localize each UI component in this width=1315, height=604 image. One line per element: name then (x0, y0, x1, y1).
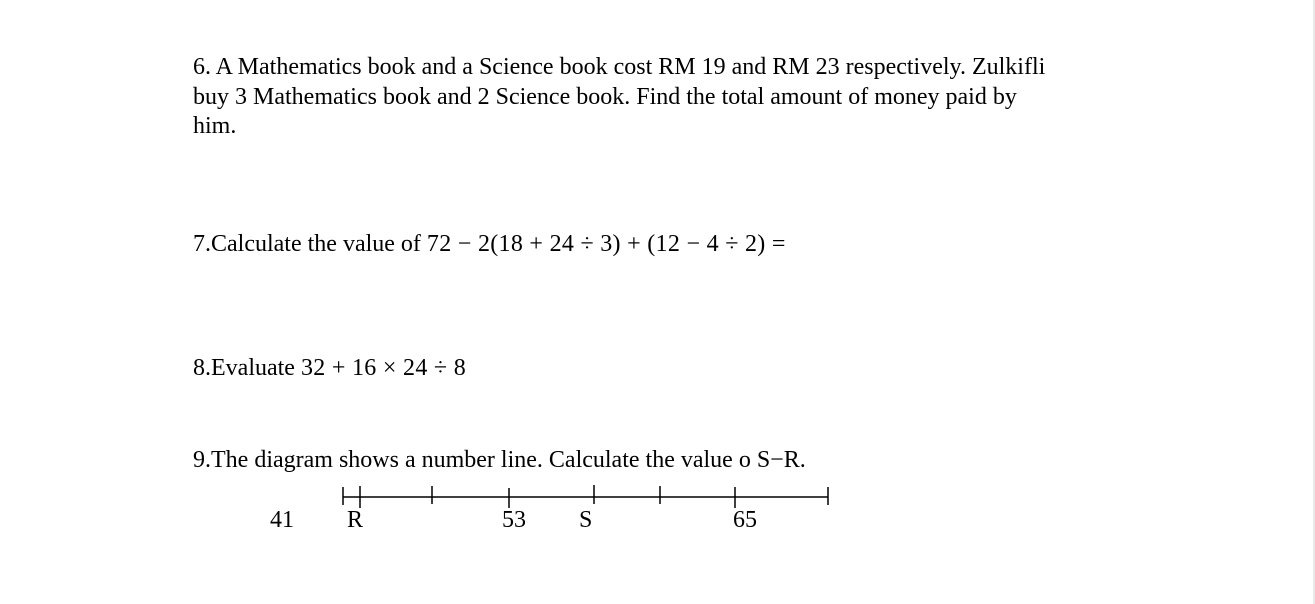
question-7-expression: 72 − 2(18 + 24 ÷ 3) + (12 − 4 ÷ 2) = (426, 231, 786, 257)
question-6-line-3: him. (193, 113, 237, 139)
number-line-label-65: 65 (733, 507, 757, 533)
question-6-line-1: 6. A Mathematics book and a Science book cost RM 19 and RM 23 respectively. Zulkifli (193, 54, 1046, 80)
question-8-prefix: 8.Evaluate (193, 355, 295, 381)
number-line-label-41: 41 (270, 507, 294, 533)
question-6-line-2: buy 3 Mathematics book and 2 Science book. Find the total amount of money paid by (193, 83, 1017, 110)
number-line-label-r: R (347, 507, 364, 533)
number-line-label-53: 53 (502, 507, 526, 533)
question-9-text: 9.The diagram shows a number line. Calculate the value o S−R. (193, 447, 806, 473)
question-8-expression: 32 + 16 × 24 ÷ 8 (300, 355, 466, 381)
question-7-prefix: 7.Calculate the value of (193, 231, 421, 257)
number-line-label-s: S (579, 507, 593, 533)
